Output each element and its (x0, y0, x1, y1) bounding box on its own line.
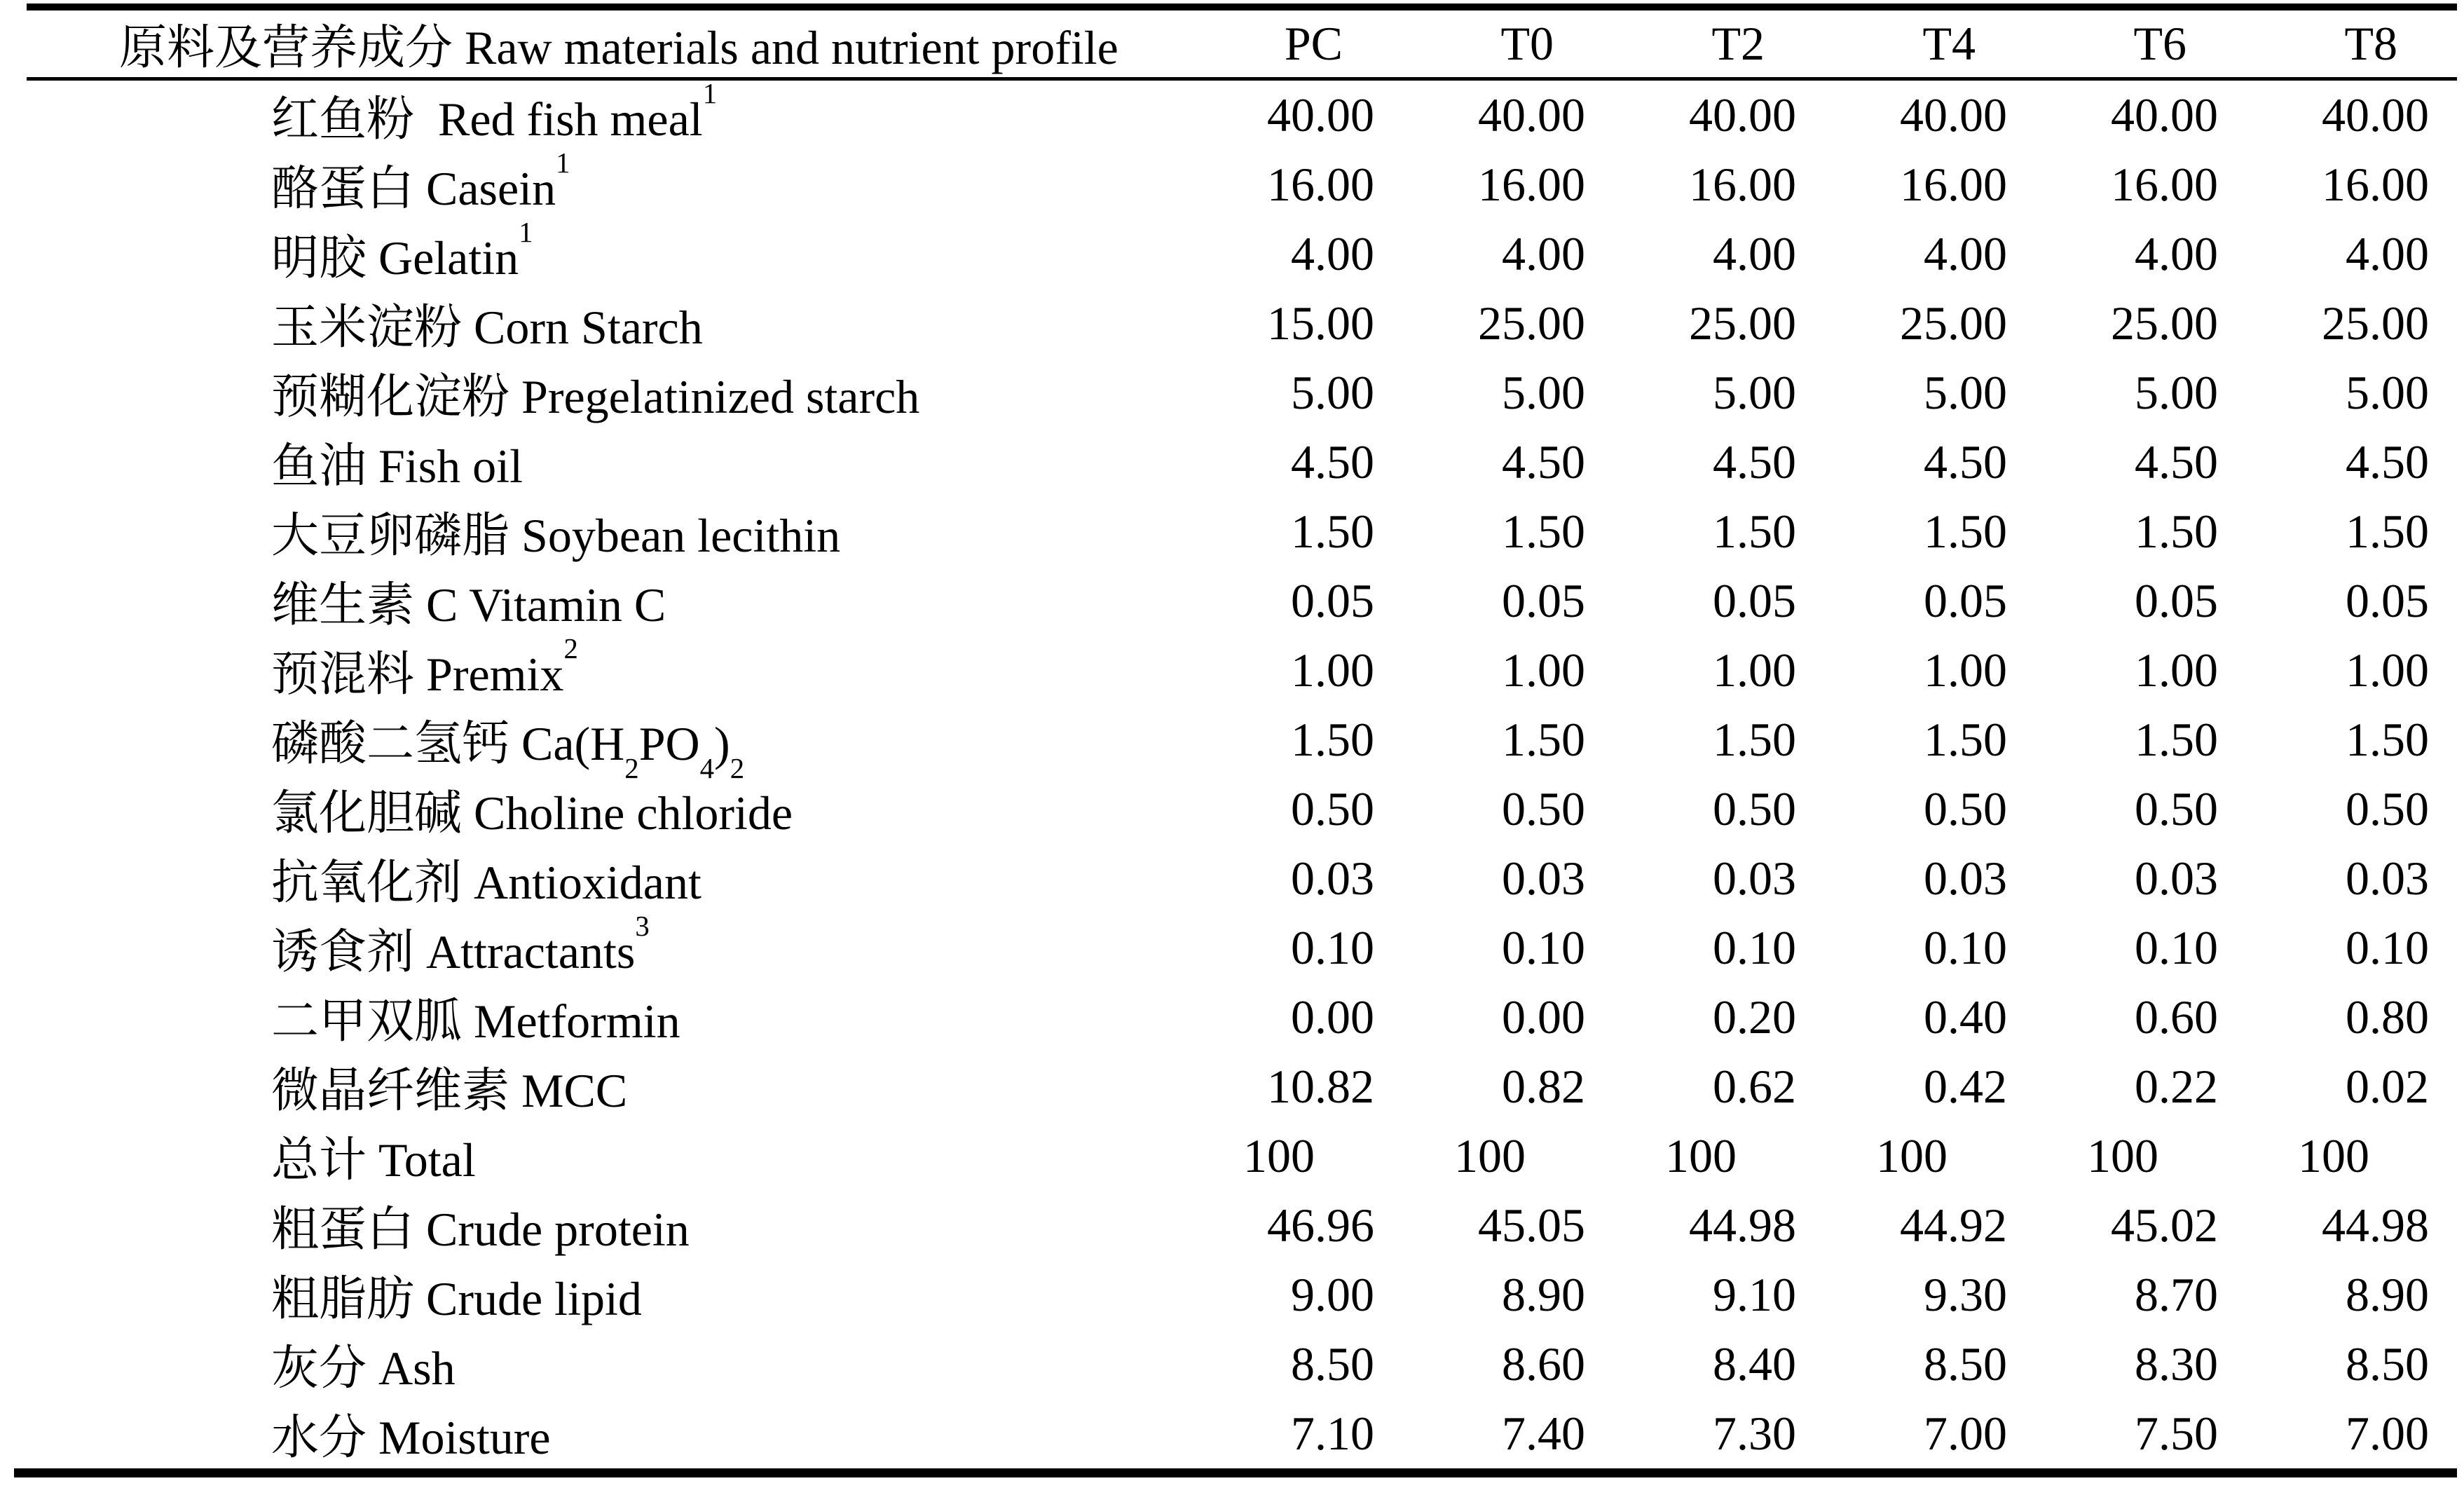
value-cell: 45.02 (2111, 1199, 2218, 1252)
value-cell: 40.00 (1900, 88, 2007, 142)
table-row (14, 1191, 2457, 1260)
value-cell: 0.50 (2346, 782, 2429, 835)
value-cell: 1.50 (2135, 713, 2218, 766)
value-cell: 40.00 (2111, 88, 2218, 142)
value-cell: 1.50 (2346, 713, 2429, 766)
value-cell: 0.50 (1502, 782, 1585, 835)
value-cell: 4.50 (2346, 435, 2429, 489)
value-cell: 100 (1876, 1129, 1948, 1182)
table-row (14, 428, 2457, 497)
table-row (14, 1052, 2457, 1121)
table-body (14, 77, 2457, 1468)
footnote-superscript: 1 (556, 146, 570, 179)
value-cell: 0.05 (2346, 574, 2429, 627)
value-cell: 1.00 (1924, 643, 2007, 697)
value-cell: 44.98 (1689, 1199, 1796, 1252)
value-cell: 100 (1243, 1129, 1315, 1182)
header-col-T6: T6 (2133, 17, 2186, 70)
row-label: 大豆卵磷脂 Soybean lecithin (271, 509, 841, 562)
value-cell: 100 (2298, 1129, 2369, 1182)
value-cell: 8.40 (1713, 1337, 1796, 1391)
value-cell: 25.00 (1900, 296, 2007, 350)
footnote-superscript: 1 (519, 216, 533, 248)
value-cell: 5.00 (2135, 366, 2218, 419)
value-cell: 0.10 (1924, 921, 2007, 974)
row-label: 氯化胆碱 Choline chloride (271, 786, 793, 840)
footnote-superscript: 1 (702, 77, 718, 109)
value-cell: 25.00 (2322, 296, 2429, 350)
table-row (14, 216, 2457, 289)
value-cell: 0.02 (2346, 1060, 2429, 1113)
value-cell: 1.00 (1291, 643, 1374, 697)
row-label: 总计 Total (271, 1133, 476, 1187)
value-cell: 1.50 (1924, 713, 2007, 766)
value-cell: 5.00 (1502, 366, 1585, 419)
row-label: 抗氧化剂 Antioxidant (271, 856, 701, 909)
value-cell: 1.00 (2135, 643, 2218, 697)
value-cell: 100 (1665, 1129, 1737, 1182)
row-label: 预混料 Premix$^2$ (271, 632, 578, 701)
value-cell: 0.50 (1291, 782, 1374, 835)
value-cell: 0.62 (1713, 1060, 1796, 1113)
value-cell: 4.00 (1291, 227, 1374, 280)
value-cell: 40.00 (1267, 88, 1374, 142)
value-cell: 8.50 (1291, 1337, 1374, 1391)
header-col-PC: PC (1284, 17, 1343, 70)
value-cell: 40.00 (1689, 88, 1796, 142)
footnote-superscript: 2 (563, 632, 578, 664)
header-label: 原料及营养成分 Raw materials and nutrient profile (119, 21, 1118, 74)
value-cell: 9.30 (1924, 1268, 2007, 1321)
value-cell: 4.50 (1291, 435, 1374, 489)
row-label: 维生素 C Vitamin C (271, 578, 666, 632)
table-row (14, 289, 2457, 358)
value-cell: 4.00 (1502, 227, 1585, 280)
value-cell: 8.50 (1924, 1337, 2007, 1391)
value-cell: 9.00 (1291, 1268, 1374, 1321)
value-cell: 40.00 (2322, 88, 2429, 142)
value-cell: 0.03 (2346, 852, 2429, 905)
row-label: 水分 Moisture (271, 1411, 551, 1464)
value-cell: 7.40 (1502, 1407, 1585, 1460)
value-cell: 4.50 (1502, 435, 1585, 489)
value-cell: 45.05 (1478, 1199, 1585, 1252)
formula-subscript: 2 (730, 753, 745, 785)
table-row (14, 1330, 2457, 1399)
value-cell: 5.00 (1713, 366, 1796, 419)
table-row (14, 705, 2457, 785)
value-cell: 5.00 (1291, 366, 1374, 419)
value-cell: 8.90 (1502, 1268, 1585, 1321)
table-row (14, 1399, 2457, 1468)
value-cell: 4.00 (2135, 227, 2218, 280)
row-label: 粗蛋白 Crude protein (271, 1203, 690, 1256)
value-cell: 4.00 (1713, 227, 1796, 280)
value-cell: 1.00 (2346, 643, 2429, 697)
table-row (14, 632, 2457, 705)
value-cell: 8.70 (2135, 1268, 2218, 1321)
value-cell: 1.50 (1291, 505, 1374, 558)
value-cell: 10.82 (1267, 1060, 1374, 1113)
value-cell: 0.10 (1291, 921, 1374, 974)
formula-subscript: 4 (699, 753, 715, 785)
row-label: 鱼油 Fish oil (271, 439, 523, 493)
value-cell: 25.00 (1689, 296, 1796, 350)
value-cell: 0.10 (1713, 921, 1796, 974)
header-col-T8: T8 (2344, 17, 2397, 70)
value-cell: 0.50 (1924, 782, 2007, 835)
value-cell: 1.00 (1713, 643, 1796, 697)
value-cell: 0.60 (2135, 990, 2218, 1044)
value-cell: 1.50 (1291, 713, 1374, 766)
table-row (14, 497, 2457, 566)
value-cell: 0.80 (2346, 990, 2429, 1044)
value-cell: 16.00 (1689, 158, 1796, 211)
value-cell: 7.50 (2135, 1407, 2218, 1460)
value-cell: 0.05 (1502, 574, 1585, 627)
value-cell: 1.50 (1713, 505, 1796, 558)
value-cell: 25.00 (2111, 296, 2218, 350)
value-cell: 1.50 (1924, 505, 2007, 558)
table-row (14, 1121, 2457, 1191)
value-cell: 0.05 (1924, 574, 2007, 627)
value-cell: 4.50 (1713, 435, 1796, 489)
row-label: 明胶 Gelatin$^1$ (271, 216, 533, 285)
table-row (14, 1260, 2457, 1330)
value-cell: 0.20 (1713, 990, 1796, 1044)
value-cell: 0.50 (2135, 782, 2218, 835)
value-cell: 44.98 (2322, 1199, 2429, 1252)
table-row (14, 983, 2457, 1052)
value-cell: 8.60 (1502, 1337, 1585, 1391)
value-cell: 7.30 (1713, 1407, 1796, 1460)
value-cell: 1.50 (1502, 505, 1585, 558)
value-cell: 16.00 (2322, 158, 2429, 211)
value-cell: 0.05 (1291, 574, 1374, 627)
value-cell: 9.10 (1713, 1268, 1796, 1321)
table-row (14, 566, 2457, 636)
value-cell: 4.50 (1924, 435, 2007, 489)
value-cell: 8.30 (2135, 1337, 2218, 1391)
value-cell: 15.00 (1267, 296, 1374, 350)
value-cell: 100 (1454, 1129, 1526, 1182)
value-cell: 7.00 (1924, 1407, 2007, 1460)
value-cell: 0.10 (1502, 921, 1585, 974)
value-cell: 16.00 (1900, 158, 2007, 211)
value-cell: 1.50 (2346, 505, 2429, 558)
value-cell: 16.00 (1267, 158, 1374, 211)
value-cell: 5.00 (2346, 366, 2429, 419)
row-label: 微晶纤维素 MCC (271, 1064, 628, 1117)
row-label: 诱食剂 Attractants$^3$ (271, 910, 650, 978)
table-row (14, 844, 2457, 913)
value-cell: 0.05 (2135, 574, 2218, 627)
value-cell: 8.90 (2346, 1268, 2429, 1321)
value-cell: 46.96 (1267, 1199, 1374, 1252)
row-label: 红鱼粉 Red fish meal$^1$ (271, 77, 718, 146)
table-row (14, 910, 2457, 983)
row-label: 玉米淀粉 Corn Starch (271, 301, 703, 354)
value-cell: 0.03 (1502, 852, 1585, 905)
footnote-superscript: 3 (635, 910, 650, 942)
value-cell: 16.00 (2111, 158, 2218, 211)
value-cell: 0.50 (1713, 782, 1796, 835)
row-label: 二甲双胍 Metformin (271, 995, 680, 1048)
header-col-T4: T4 (1922, 17, 1976, 70)
value-cell: 4.00 (1924, 227, 2007, 280)
value-cell: 100 (2087, 1129, 2158, 1182)
row-label: 磷酸二氢钙 $Ca(H_2PO_4)_2$ (271, 717, 745, 785)
value-cell: 40.00 (1478, 88, 1585, 142)
row-label: 酪蛋白 Casein$^1$ (271, 146, 570, 215)
value-cell: 44.92 (1900, 1199, 2007, 1252)
row-label: 预糊化淀粉 Pregelatinized starch (271, 370, 920, 423)
value-cell: 0.10 (2346, 921, 2429, 974)
value-cell: 0.03 (1713, 852, 1796, 905)
value-cell: 0.00 (1291, 990, 1374, 1044)
value-cell: 1.50 (2135, 505, 2218, 558)
table-header-row (14, 11, 2457, 77)
value-cell: 0.42 (1924, 1060, 2007, 1113)
value-cell: 1.50 (1713, 713, 1796, 766)
value-cell: 0.05 (1713, 574, 1796, 627)
value-cell: 4.50 (2135, 435, 2218, 489)
header-col-T2: T2 (1711, 17, 1765, 70)
value-cell: 7.10 (1291, 1407, 1374, 1460)
value-cell: 16.00 (1478, 158, 1585, 211)
value-cell: 0.82 (1502, 1060, 1585, 1113)
value-cell: 0.40 (1924, 990, 2007, 1044)
value-cell: 1.50 (1502, 713, 1585, 766)
value-cell: 0.03 (2135, 852, 2218, 905)
value-cell: 0.03 (1924, 852, 2007, 905)
value-cell: 7.00 (2346, 1407, 2429, 1460)
value-cell: 25.00 (1478, 296, 1585, 350)
row-label: 粗脂肪 Crude lipid (271, 1272, 642, 1325)
table-row (14, 774, 2457, 844)
header-col-T0: T0 (1500, 17, 1554, 70)
table-row (14, 146, 2457, 219)
formulation-table (14, 0, 2457, 1477)
value-cell: 0.22 (2135, 1060, 2218, 1113)
value-cell: 1.00 (1502, 643, 1585, 697)
table-bottom-rule (14, 1468, 2457, 1477)
value-cell: 0.10 (2135, 921, 2218, 974)
table-row (14, 358, 2457, 428)
value-cell: 4.00 (2346, 227, 2429, 280)
row-label: 灰分 Ash (271, 1342, 456, 1395)
value-cell: 8.50 (2346, 1337, 2429, 1391)
value-cell: 0.00 (1502, 990, 1585, 1044)
table-row (14, 77, 2457, 150)
value-cell: 0.03 (1291, 852, 1374, 905)
formula-subscript: 2 (624, 753, 639, 785)
value-cell: 5.00 (1924, 366, 2007, 419)
